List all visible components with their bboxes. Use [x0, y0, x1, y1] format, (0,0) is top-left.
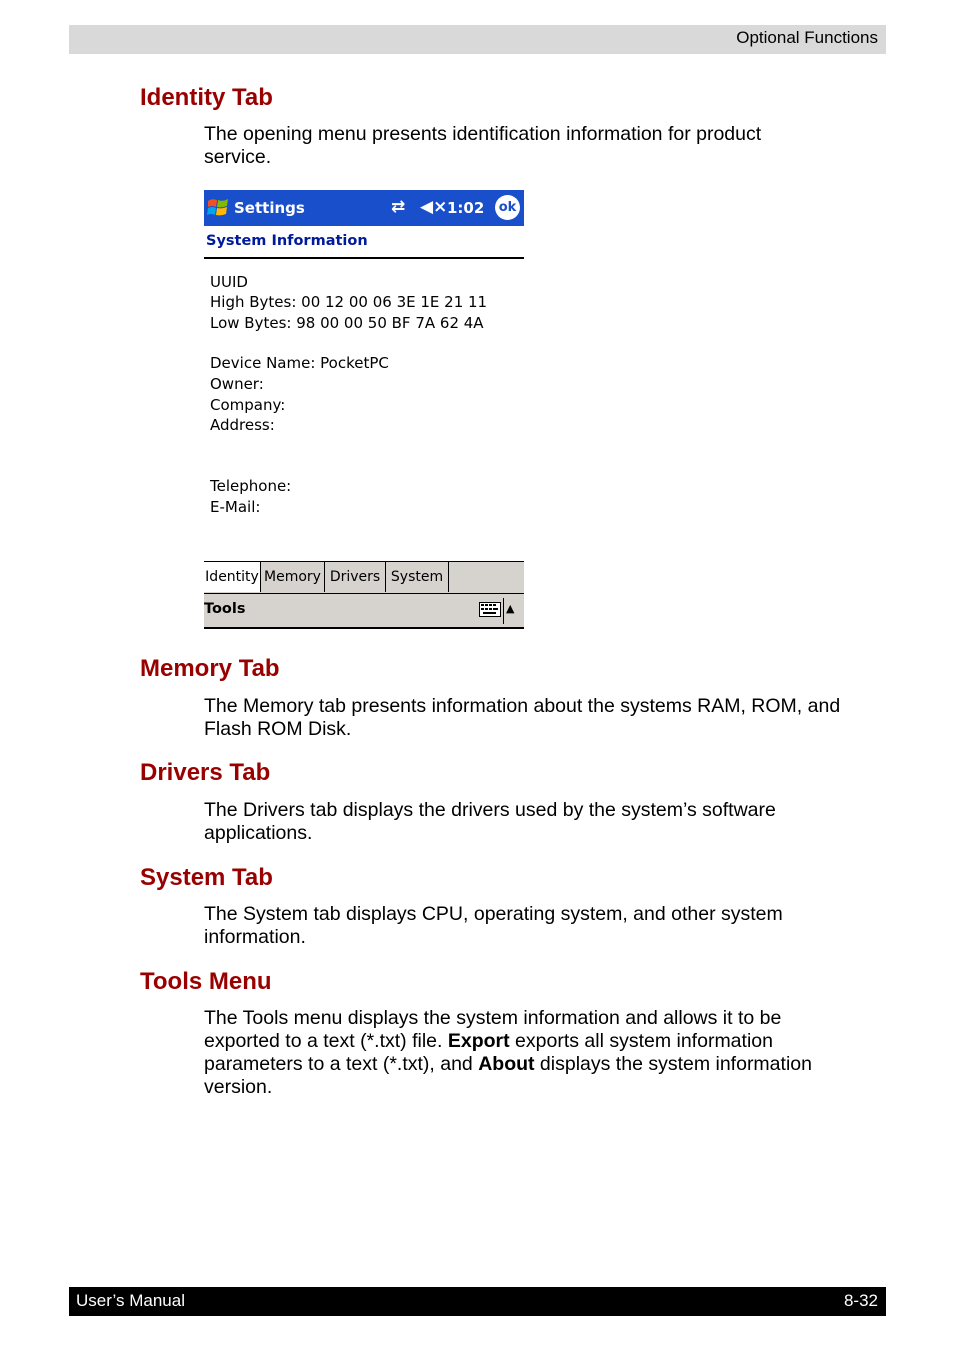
paragraph-line [204, 1053, 874, 1076]
info-line-owner: Owner: [210, 375, 264, 393]
paragraph-memory [204, 695, 874, 741]
term-about: About [478, 1053, 535, 1075]
info-line-high-bytes: High Bytes: 00 12 00 06 3E 1E 21 11 [210, 293, 488, 311]
heading-memory-tab: Memory Tab [140, 655, 280, 682]
info-line-uuid: UUID [210, 273, 248, 291]
running-header [69, 25, 886, 54]
info-line-low-bytes: Low Bytes: 98 00 00 50 BF 7A 62 4A [210, 314, 484, 332]
heading-system-tab: System Tab [140, 864, 273, 891]
text-run: exported to a text (*.txt) file. [204, 1030, 448, 1052]
keyboard-icon[interactable] [479, 602, 501, 617]
divider [503, 598, 504, 624]
paragraph-system [204, 903, 874, 949]
ppc-app-title: Settings [234, 199, 305, 217]
connectivity-icon[interactable]: ⇄ [391, 197, 406, 217]
tab-identity[interactable]: Identity [204, 562, 261, 592]
header-section-title: Optional Functions [736, 28, 878, 47]
speaker-muted-icon[interactable]: ◀× [420, 197, 448, 217]
paragraph-line: version. [204, 1076, 273, 1098]
paragraph-line: The Drivers tab displays the drivers used by the system’s software [204, 799, 776, 821]
paragraph-identity [204, 123, 874, 169]
heading-drivers-tab: Drivers Tab [140, 759, 271, 786]
info-line-device-name: Device Name: PocketPC [210, 354, 389, 372]
info-line-address: Address: [210, 416, 275, 434]
paragraph-line: The Tools menu displays the system information and allows it to be [204, 1007, 782, 1029]
tab-drivers[interactable]: Drivers [325, 562, 386, 592]
paragraph-drivers [204, 799, 874, 845]
ppc-title-bar [204, 190, 524, 226]
paragraph-line: Flash ROM Disk. [204, 718, 352, 740]
paragraph-line: The System tab displays CPU, operating system, and other system [204, 903, 783, 925]
paragraph-line: applications. [204, 822, 313, 844]
text-run: parameters to a text (*.txt), and [204, 1053, 479, 1075]
ppc-tab-strip [204, 561, 524, 593]
term-export: Export [447, 1030, 510, 1052]
divider [204, 257, 524, 259]
heading-identity-tab: Identity Tab [140, 84, 273, 111]
ok-button[interactable]: ok [495, 195, 520, 220]
pocketpc-screenshot [204, 190, 524, 627]
text-run: exports all system information [509, 1030, 773, 1052]
ppc-clock[interactable]: 1:02 [447, 199, 485, 217]
tab-system[interactable]: System [386, 562, 449, 592]
text-run: displays the system information [534, 1053, 812, 1075]
paragraph-line: The Memory tab presents information about the systems RAM, ROM, and [204, 695, 841, 717]
paragraph-line: service. [204, 146, 272, 168]
windows-start-icon[interactable] [206, 195, 230, 221]
footer-manual-title: User’s Manual [76, 1291, 185, 1310]
paragraph-line: information. [204, 926, 306, 948]
tab-memory[interactable]: Memory [261, 562, 325, 592]
heading-tools-menu: Tools Menu [140, 968, 272, 995]
ppc-menu-bar [204, 593, 524, 629]
page-number: 8-32 [843, 1291, 878, 1310]
info-line-email: E-Mail: [210, 498, 261, 516]
info-line-telephone: Telephone: [210, 477, 292, 495]
running-footer [69, 1287, 886, 1316]
ppc-page-subtitle: System Information [206, 233, 368, 249]
info-line-company: Company: [210, 396, 286, 414]
paragraph-line: The opening menu presents identification information for product [204, 123, 762, 145]
paragraph-tools [204, 1007, 874, 1099]
tools-menu[interactable]: Tools [204, 601, 246, 617]
paragraph-line [204, 1030, 874, 1053]
sip-arrow-icon[interactable]: ▲ [506, 602, 515, 615]
